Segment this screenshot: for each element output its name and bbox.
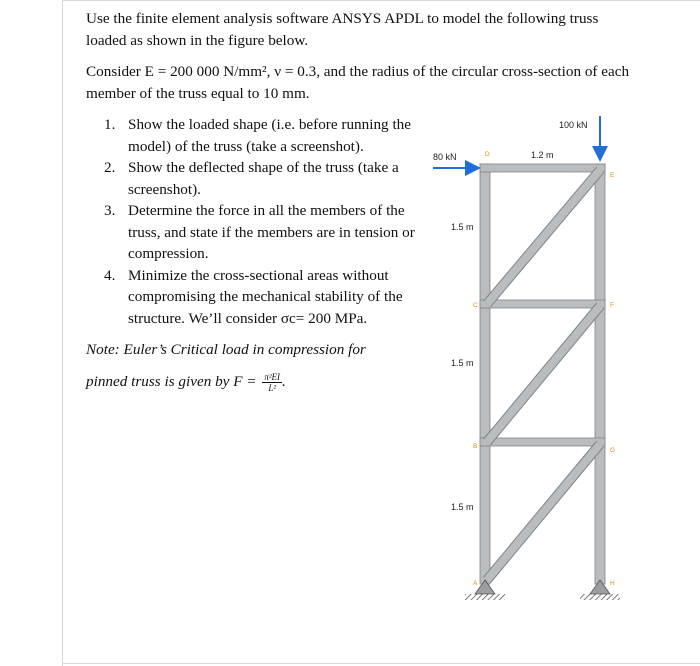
task-text: Determine the force in all the members of the truss, and state if the members are in tension or compression. bbox=[128, 202, 415, 262]
formula-numerator: π²EI bbox=[264, 372, 281, 383]
material-properties-paragraph: Consider E = 200 000 N/mm², ν = 0.3, and the radius of the circular cross-section of each member of the truss equal to 10 mm. bbox=[86, 63, 630, 102]
formula-denominator: L² bbox=[268, 383, 277, 394]
node-label-E: E bbox=[610, 172, 615, 179]
task-item bbox=[104, 114, 424, 157]
member-right-vertical bbox=[595, 164, 605, 584]
member-CE bbox=[487, 170, 600, 304]
page-border-left bbox=[62, 0, 63, 666]
pin-support-A bbox=[475, 580, 495, 594]
member-left-vertical bbox=[480, 164, 490, 584]
task-list bbox=[104, 114, 424, 329]
formula-suffix: . bbox=[282, 373, 286, 390]
node-label-H: H bbox=[610, 580, 615, 587]
ground-A bbox=[465, 594, 505, 600]
note-line-2 bbox=[86, 371, 426, 393]
node-label-F: F bbox=[610, 302, 614, 309]
task-item bbox=[104, 200, 424, 265]
member-DE bbox=[480, 164, 605, 172]
task-item bbox=[104, 157, 424, 200]
page-border-bottom bbox=[62, 663, 700, 664]
task-number: 1. bbox=[104, 116, 116, 133]
task-number: 4. bbox=[104, 266, 116, 284]
member-CF bbox=[480, 300, 605, 308]
dimension-height-bottom: 1.5 m bbox=[451, 502, 474, 512]
task-number: 2. bbox=[104, 159, 116, 176]
euler-formula-fraction bbox=[262, 372, 282, 393]
member-AG bbox=[487, 444, 600, 580]
dimension-height-middle: 1.5 m bbox=[451, 358, 474, 368]
truss-figure bbox=[425, 108, 635, 614]
load-label-horizontal: 80 kN bbox=[433, 152, 457, 162]
note-line-1: Note: Euler’s Critical load in compression for bbox=[86, 341, 366, 358]
member-BF bbox=[487, 306, 600, 442]
task-text: Minimize the cross-sectional areas without compromising the mechanical stability of the structure. We’ll consider σc= 200 MPa. bbox=[128, 266, 403, 327]
task-number: 3. bbox=[104, 202, 116, 219]
intro-paragraph: Use the finite element analysis software ANSYS APDL to model the following truss loaded as shown in the figure below. bbox=[86, 10, 599, 49]
note-formula-prefix: pinned truss is given by F = bbox=[86, 373, 257, 390]
dimension-width: 1.2 m bbox=[531, 150, 554, 160]
ground-H bbox=[580, 594, 620, 600]
node-label-C: C bbox=[473, 302, 478, 309]
node-label-D: D bbox=[485, 151, 490, 158]
task-item bbox=[104, 265, 424, 330]
dimension-height-top: 1.5 m bbox=[451, 222, 474, 232]
task-text: Show the deflected shape of the truss (take a screenshot). bbox=[128, 159, 399, 198]
node-label-G: G bbox=[610, 447, 616, 454]
member-BG bbox=[480, 438, 605, 446]
task-text: Show the loaded shape (i.e. before running the model) of the truss (take a screenshot). bbox=[128, 116, 411, 155]
node-label-A: A bbox=[473, 580, 478, 587]
page-border-top bbox=[62, 0, 700, 1]
node-label-B: B bbox=[473, 443, 478, 450]
pin-support-H bbox=[590, 580, 610, 594]
load-label-vertical: 100 kN bbox=[559, 120, 588, 130]
